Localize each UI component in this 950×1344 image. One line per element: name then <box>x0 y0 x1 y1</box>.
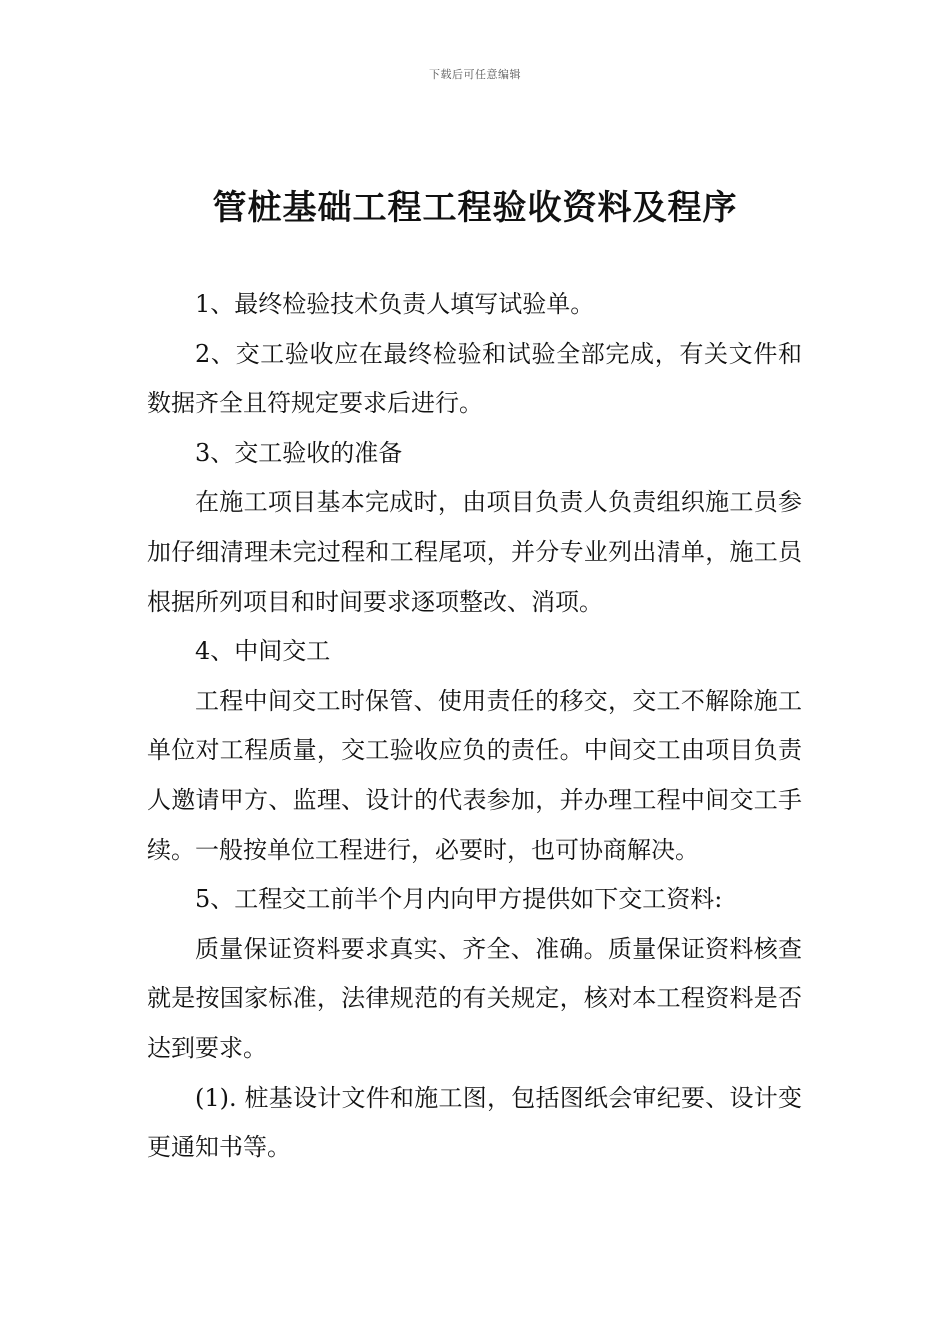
paragraph-4: 在施工项目基本完成时，由项目负责人负责组织施工员参加仔细清理未完过程和工程尾项，并分专业列出清单，施工员根据所列项目和时间要求逐项整改、消项。 <box>147 488 802 616</box>
paragraph-6: 工程中间交工时保管、使用责任的移交，交工不解除施工单位对工程质量，交工验收应负的责任。中间交工由项目负责人邀请甲方、监理、设计的代表参加，并办理工程中间交工手续。一般按单位工程进行，必要时，也可协商解决。 <box>147 686 802 864</box>
paragraph-1: 1、最终检验技术负责人填写试验单。 <box>195 290 595 318</box>
paragraph-5-heading: 4、中间交工 <box>195 637 331 666</box>
paragraph-3-heading: 3、交工验收的准备 <box>195 438 403 467</box>
paragraph-2: 2、交工验收应在最终检验和试验全部完成，有关文件和数据齐全且符规定要求后进行。 <box>147 339 802 418</box>
paragraph-7: 5、工程交工前半个月内向甲方提供如下交工资料: <box>195 885 723 914</box>
paragraph-8: 质量保证资料要求真实、齐全、准确。质量保证资料核查就是按国家标准，法律规范的有关规定，核对本工程资料是否达到要求。 <box>147 934 802 1062</box>
header-note: 下载后可任意编辑 <box>429 68 521 81</box>
document-title: 管桩基础工程工程验收资料及程序 <box>212 188 738 228</box>
document-body <box>147 280 802 1173</box>
paragraph-9: (1). 桩基设计文件和施工图，包括图纸会审纪要、设计变更通知书等。 <box>147 1083 802 1162</box>
